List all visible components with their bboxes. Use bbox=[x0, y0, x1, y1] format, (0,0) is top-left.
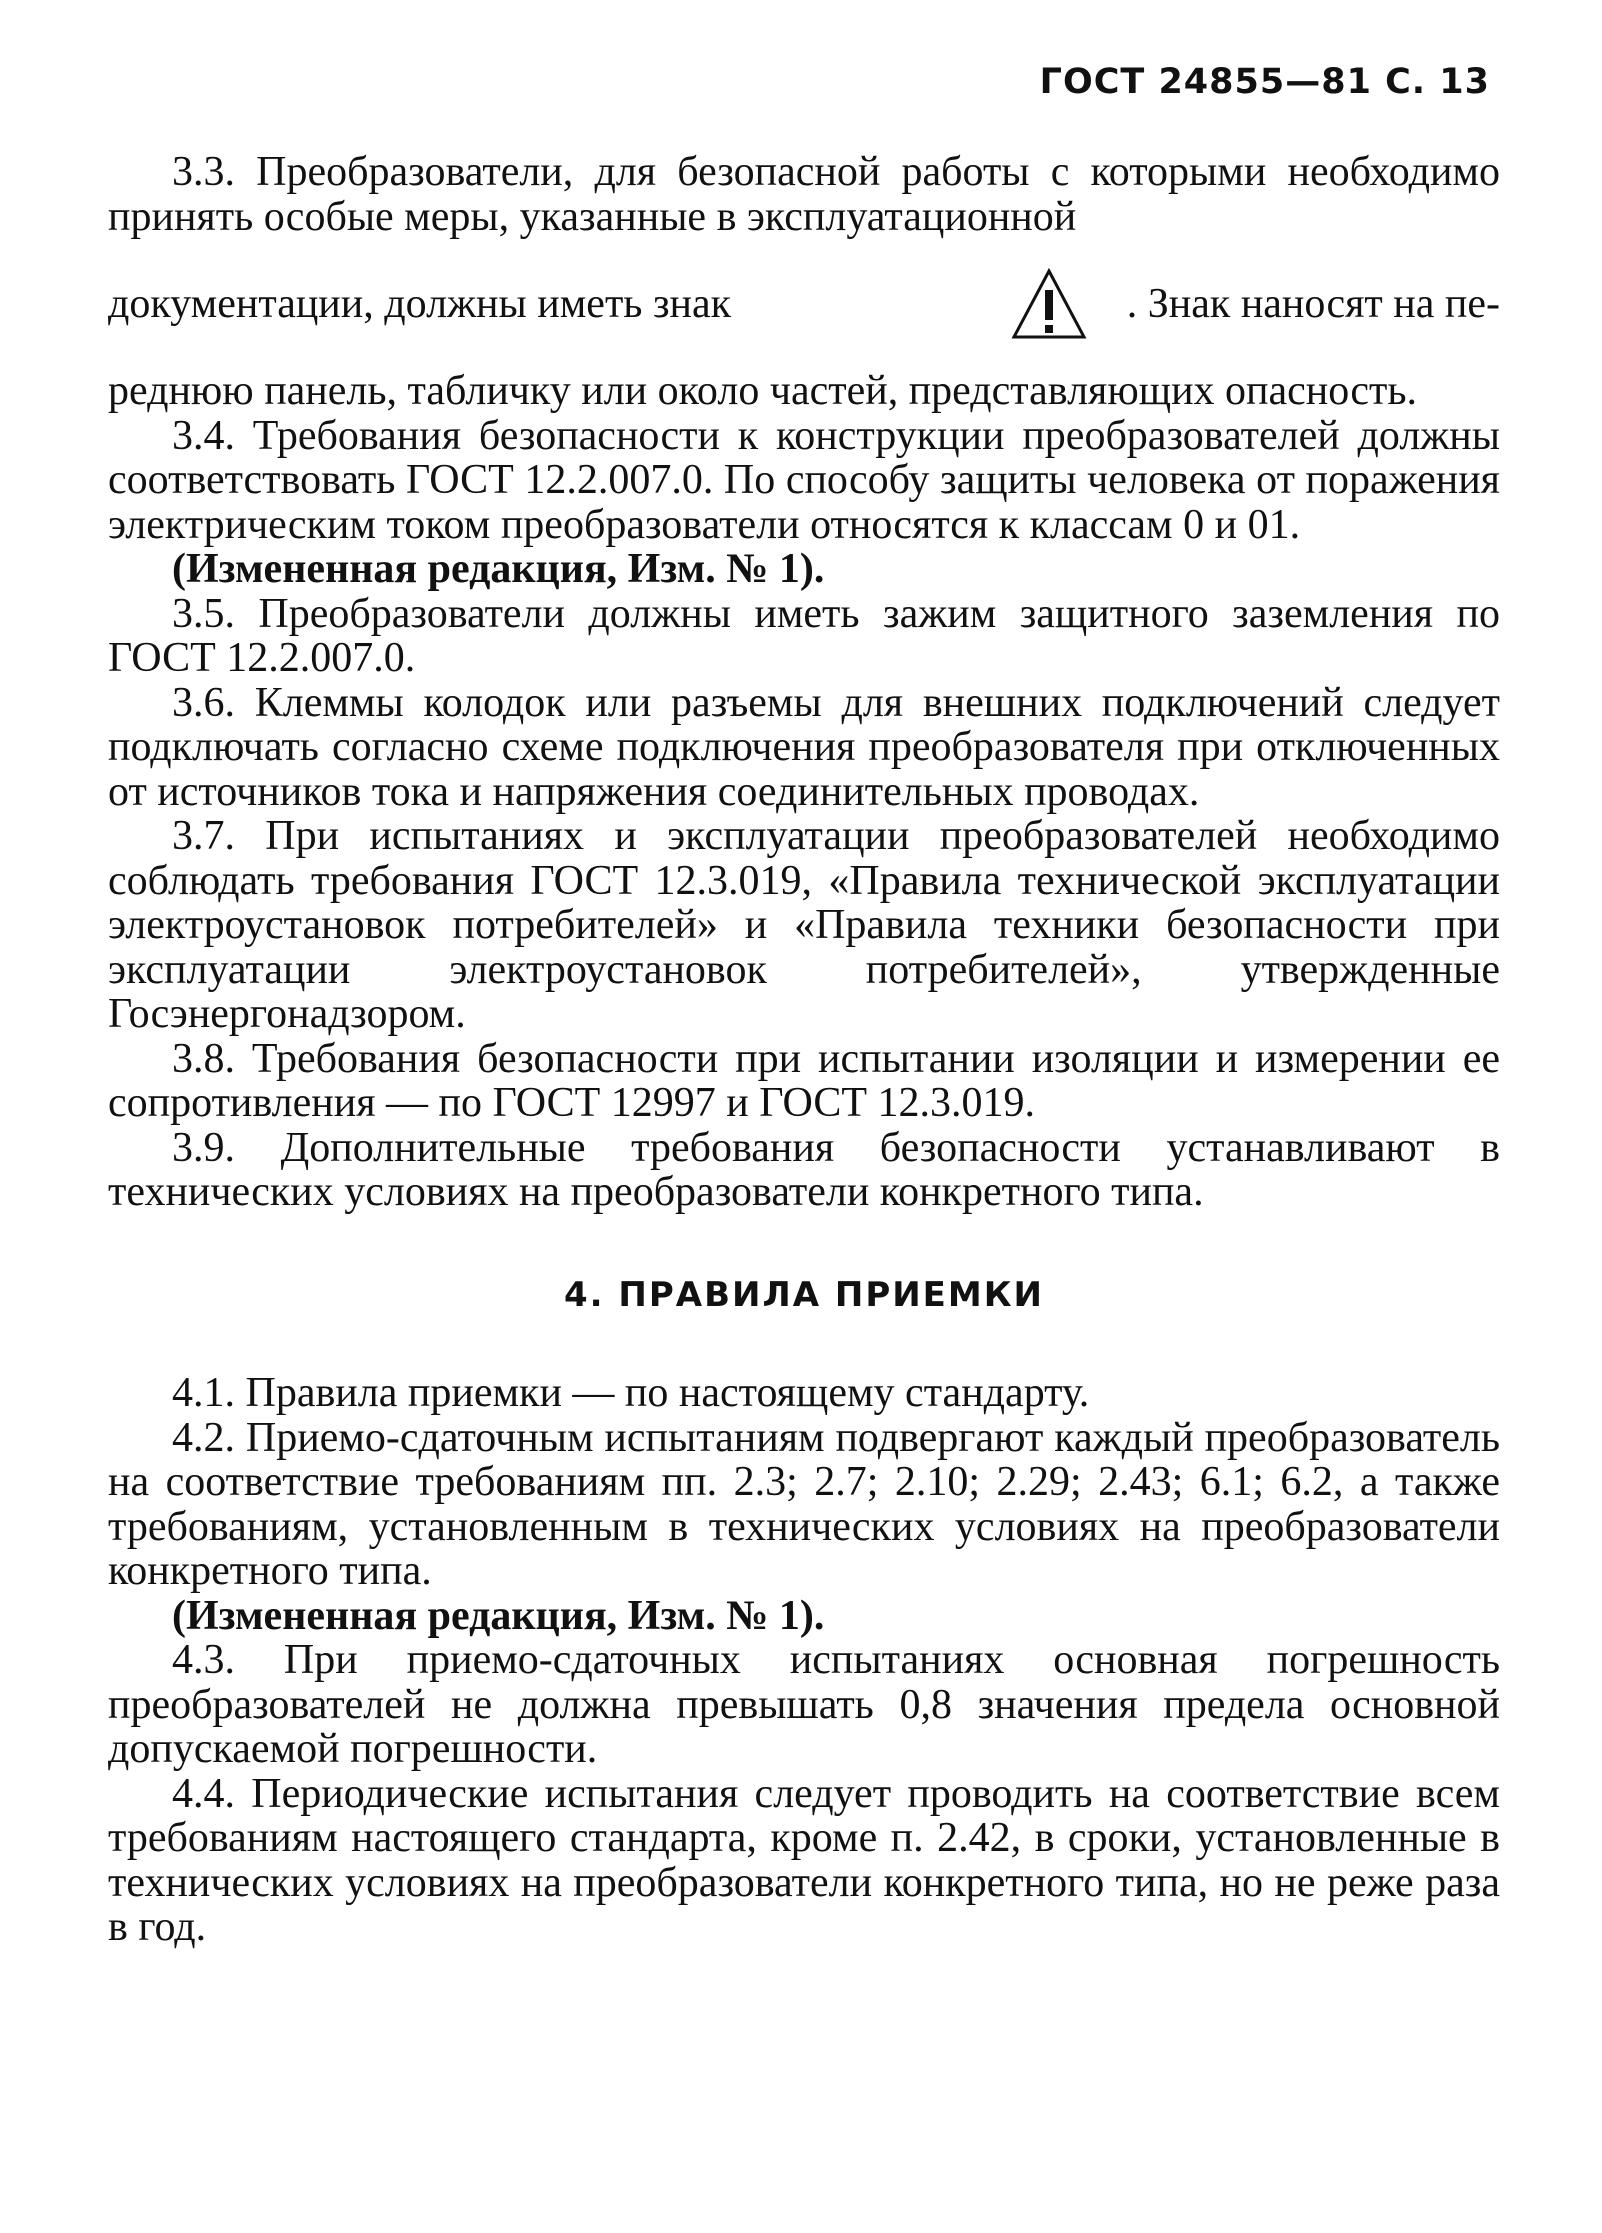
paragraph-3-5: 3.5. Преобразователи должны иметь зажим защитного заземления по ГОСТ 12.2.007.0. bbox=[108, 590, 1500, 681]
paragraph-3-3-sign-right: . Знак наносят на пе- bbox=[1126, 280, 1500, 327]
paragraph-3-3-line3: реднюю панель, табличку или около частей, представляющих опасность. bbox=[108, 368, 1417, 414]
paragraph-3-7: 3.7. При испытаниях и эксплуатации преобразователей необходимо соблюдать требования ГОСТ 12.3.019, «Правила технической эксплуатации электроустановок потребителей» и «Правила техники безопасности при эксплуатации электроустановок потребителей», утвержденные Госэнергонадзором. bbox=[108, 813, 1500, 1037]
amendment-note: (Измененная редакция, Изм. № 1). bbox=[172, 1592, 825, 1639]
paragraph-3-9: 3.9. Дополнительные требования безопасности устанавливают в технических условиях на преобразователи конкретного типа. bbox=[108, 1124, 1500, 1215]
paragraph-3-3-sign-left: документации, должны иметь знак bbox=[108, 280, 732, 327]
page-header: ГОСТ 24855—81 С. 13 bbox=[1039, 62, 1490, 102]
warning-triangle-icon bbox=[1011, 268, 1087, 340]
paragraph-3-4: 3.4. Требования безопасности к конструкции преобразователей должны соответствовать ГОСТ 12.2.007.0. По способу защиты человека от поражения электрическим током преобразователи относятся к классам 0 и 01. bbox=[108, 412, 1500, 548]
paragraph-4-3: 4.3. При приемо-сдаточных испытаниях основная погрешность преобразователей не должна превышать 0,8 значения предела основной допускаемой погрешности. bbox=[108, 1637, 1500, 1772]
paragraph-4-1: 4.1. Правила приемки — по настоящему стандарту. bbox=[172, 1370, 1090, 1416]
section-4-title: 4. ПРАВИЛА ПРИЕМКИ bbox=[564, 1274, 1044, 1315]
paragraph-3-8: 3.8. Требования безопасности при испытании изоляции и измерении ее сопротивления — по ГОСТ 12997 и ГОСТ 12.3.019. bbox=[108, 1035, 1500, 1126]
amendment-note: (Измененная редакция, Изм. № 1). bbox=[172, 546, 825, 592]
paragraph-3-3-line1: 3.3. Преобразователи, для безопасной работы с которыми необходимо принять особые меры, указанные в эксплуатационной bbox=[108, 149, 1500, 240]
body-text bbox=[108, 150, 1500, 1950]
paragraph-4-4: 4.4. Периодические испытания следует проводить на соответствие всем требованиям настоящего стандарта, кроме п. 2.42, в сроки, установленные в технических условиях на преобразователи конкретного типа, но не реже раза в год. bbox=[108, 1770, 1500, 1950]
paragraph-3-6: 3.6. Клеммы колодок или разъемы для внешних подключений следует подключать согласно схеме подключения преобразователя при отключенных от источников тока и напряжения соединительных проводах. bbox=[108, 679, 1500, 815]
paragraph-3-3-sign-row bbox=[108, 239, 1500, 369]
paragraph-4-2: 4.2. Приемо-сдаточным испытаниям подвергают каждый преобразователь на соответствие требованиям пп. 2.3; 2.7; 2.10; 2.29; 2.43; 6.1; 6.2, а также требованиям, установленным в технических условиях на преобразователи конкретного типа. bbox=[108, 1414, 1500, 1594]
